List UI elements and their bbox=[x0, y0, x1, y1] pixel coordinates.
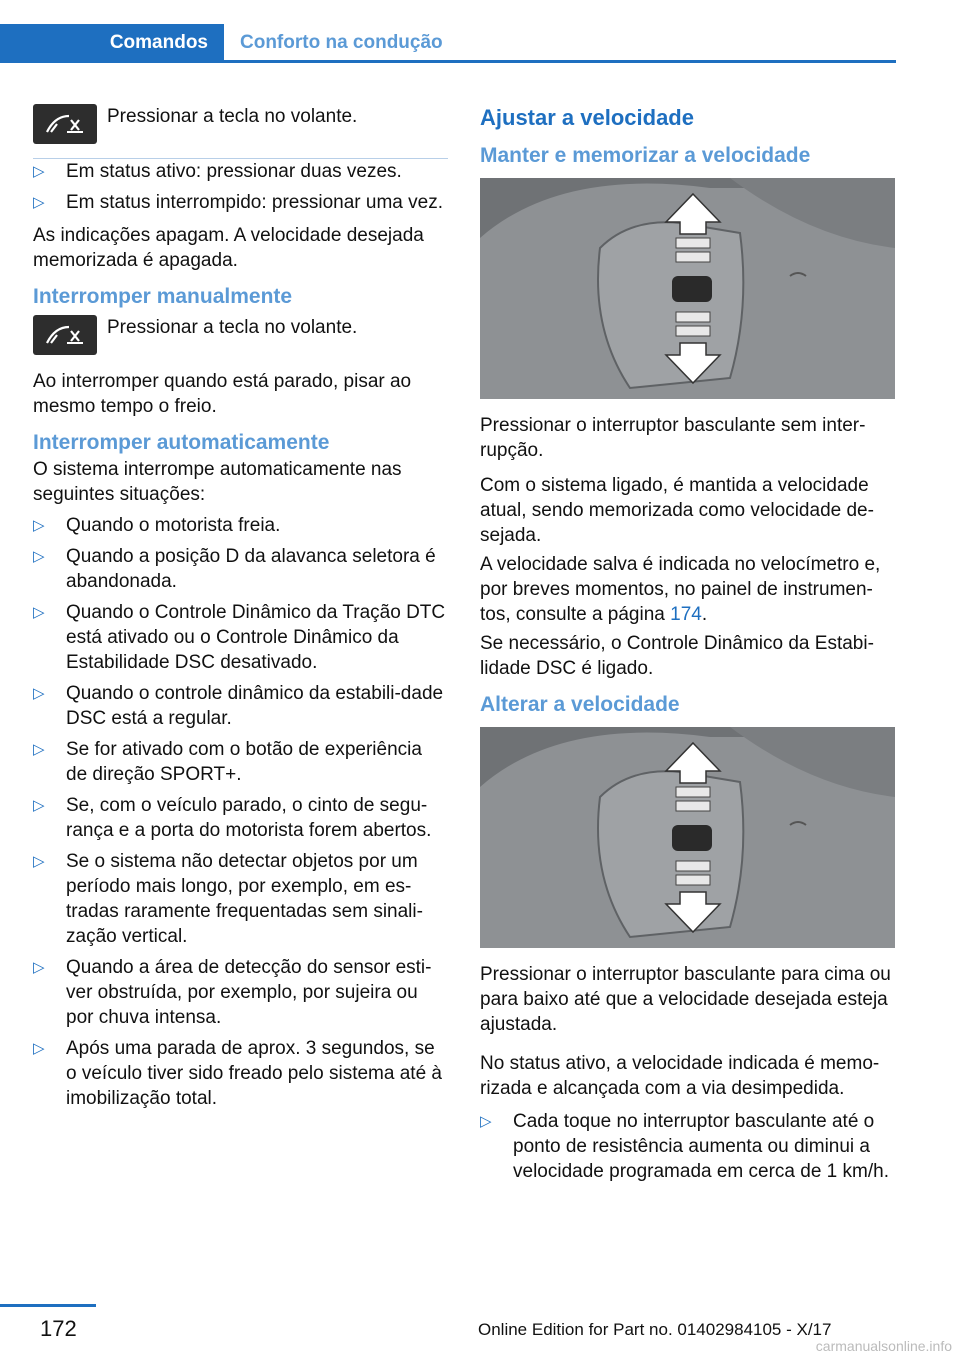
list-item: ▷ Em status interrompido: pressionar uma vez. bbox=[33, 190, 448, 215]
press-key-text-1: Pressionar a tecla no volante. bbox=[107, 106, 358, 127]
paragraph-text: . bbox=[701, 604, 708, 625]
paragraph: Pressionar o interruptor basculante sem inter‐rupção. bbox=[480, 415, 866, 461]
paragraph-with-link bbox=[480, 552, 896, 627]
list-item: ▷ Se for ativado com o botão de experiência de direção SPORT+. bbox=[33, 737, 448, 787]
press-key-row-1 bbox=[33, 104, 448, 144]
list-item: ▷ Cada toque no interruptor basculante até o ponto de resistência aumenta ou diminui a velocidade programada em cerca de 1 km/h. bbox=[480, 1109, 896, 1184]
bullet-list-right bbox=[480, 1109, 896, 1184]
list-item: ▷ Após uma parada de aprox. 3 segundos, se o veículo tiver sido freado pelo sistema até à imobilização total. bbox=[33, 1036, 448, 1111]
paragraph: Se necessário, o Controle Dinâmico da Estabi‐lidade DSC é ligado. bbox=[480, 633, 874, 679]
steering-wheel-rocker-switch-image bbox=[480, 178, 895, 399]
header-rule bbox=[0, 60, 896, 63]
heading-interromper-automaticamente: Interromper automaticamente bbox=[33, 431, 330, 454]
page-number: 172 bbox=[40, 1316, 77, 1341]
tab-conforto-na-conducao[interactable]: Conforto na condução bbox=[240, 31, 443, 53]
list-item: ▷ Quando a área de detecção do sensor esti‐ver obstruída, por exemplo, por sujeira ou por chuva intensa. bbox=[33, 955, 448, 1030]
footer-rule bbox=[0, 1304, 96, 1307]
paragraph: Pressionar o interruptor basculante para cima ou para baixo até que a velocidade desejada esteja ajustada. bbox=[480, 964, 891, 1035]
list-item: ▷ Quando a posição D da alavanca seletora é abandonada. bbox=[33, 544, 448, 594]
paragraph: O sistema interrompe automaticamente nas seguintes situações: bbox=[33, 459, 402, 505]
paragraph-text: A velocidade salva é indicada no velocímetro e, por breves momentos, no painel de instrumen‐tos, consulte a página bbox=[480, 554, 881, 625]
watermark: carmanualsonline.info bbox=[815, 1338, 952, 1354]
press-key-text-2: Pressionar a tecla no volante. bbox=[107, 317, 358, 338]
list-item: ▷ Quando o controle dinâmico da estabili‐dade DSC está a regular. bbox=[33, 681, 448, 731]
paragraph: As indicações apagam. A velocidade desejada memorizada é apagada. bbox=[33, 225, 424, 271]
bullet-list-1 bbox=[33, 158, 448, 215]
list-item: ▷ Quando o Controle Dinâmico da Tração DTC está ativado ou o Controle Dinâmico da Estabilidade DSC desativado. bbox=[33, 600, 448, 675]
cruise-control-key-icon bbox=[33, 104, 97, 144]
heading-interromper-manualmente: Interromper manualmente bbox=[33, 285, 293, 308]
list-item: ▷ Se, com o veículo parado, o cinto de segu‐rança e a porta do motorista forem abertos. bbox=[33, 793, 448, 843]
edition-text: Online Edition for Part no. 01402984105 - X/17 bbox=[478, 1320, 832, 1339]
left-column bbox=[33, 104, 448, 1119]
heading-ajustar-a-velocidade: Ajustar a velocidade bbox=[480, 105, 694, 130]
list-item: ▷ Quando o motorista freia. bbox=[33, 513, 448, 538]
page-link-174[interactable]: 174 bbox=[670, 604, 702, 625]
heading-manter-e-memorizar: Manter e memorizar a velocidade bbox=[480, 144, 811, 167]
tab-comandos[interactable]: Comandos bbox=[0, 24, 224, 61]
list-item: ▷ Se o sistema não detectar objetos por um período mais longo, por exemplo, em es‐tradas raramente frequentadas sem sinali‐zação vertical. bbox=[33, 849, 448, 949]
heading-alterar-a-velocidade: Alterar a velocidade bbox=[480, 693, 680, 716]
page-header bbox=[0, 0, 896, 62]
steering-wheel-rocker-switch-image bbox=[480, 727, 895, 948]
paragraph: Ao interromper quando está parado, pisar ao mesmo tempo o freio. bbox=[33, 371, 412, 417]
bullet-list-2 bbox=[33, 513, 448, 1111]
right-column bbox=[480, 104, 896, 1192]
list-item: ▷ Em status ativo: pressionar duas vezes. bbox=[33, 159, 448, 184]
cruise-control-key-icon bbox=[33, 315, 97, 355]
paragraph: Com o sistema ligado, é mantida a velocidade atual, sendo memorizada como velocidade de‐sejada. bbox=[480, 475, 874, 546]
press-key-row-2 bbox=[33, 315, 448, 355]
paragraph: No status ativo, a velocidade indicada é memo‐rizada e alcançada com a via desimpedida. bbox=[480, 1053, 880, 1099]
